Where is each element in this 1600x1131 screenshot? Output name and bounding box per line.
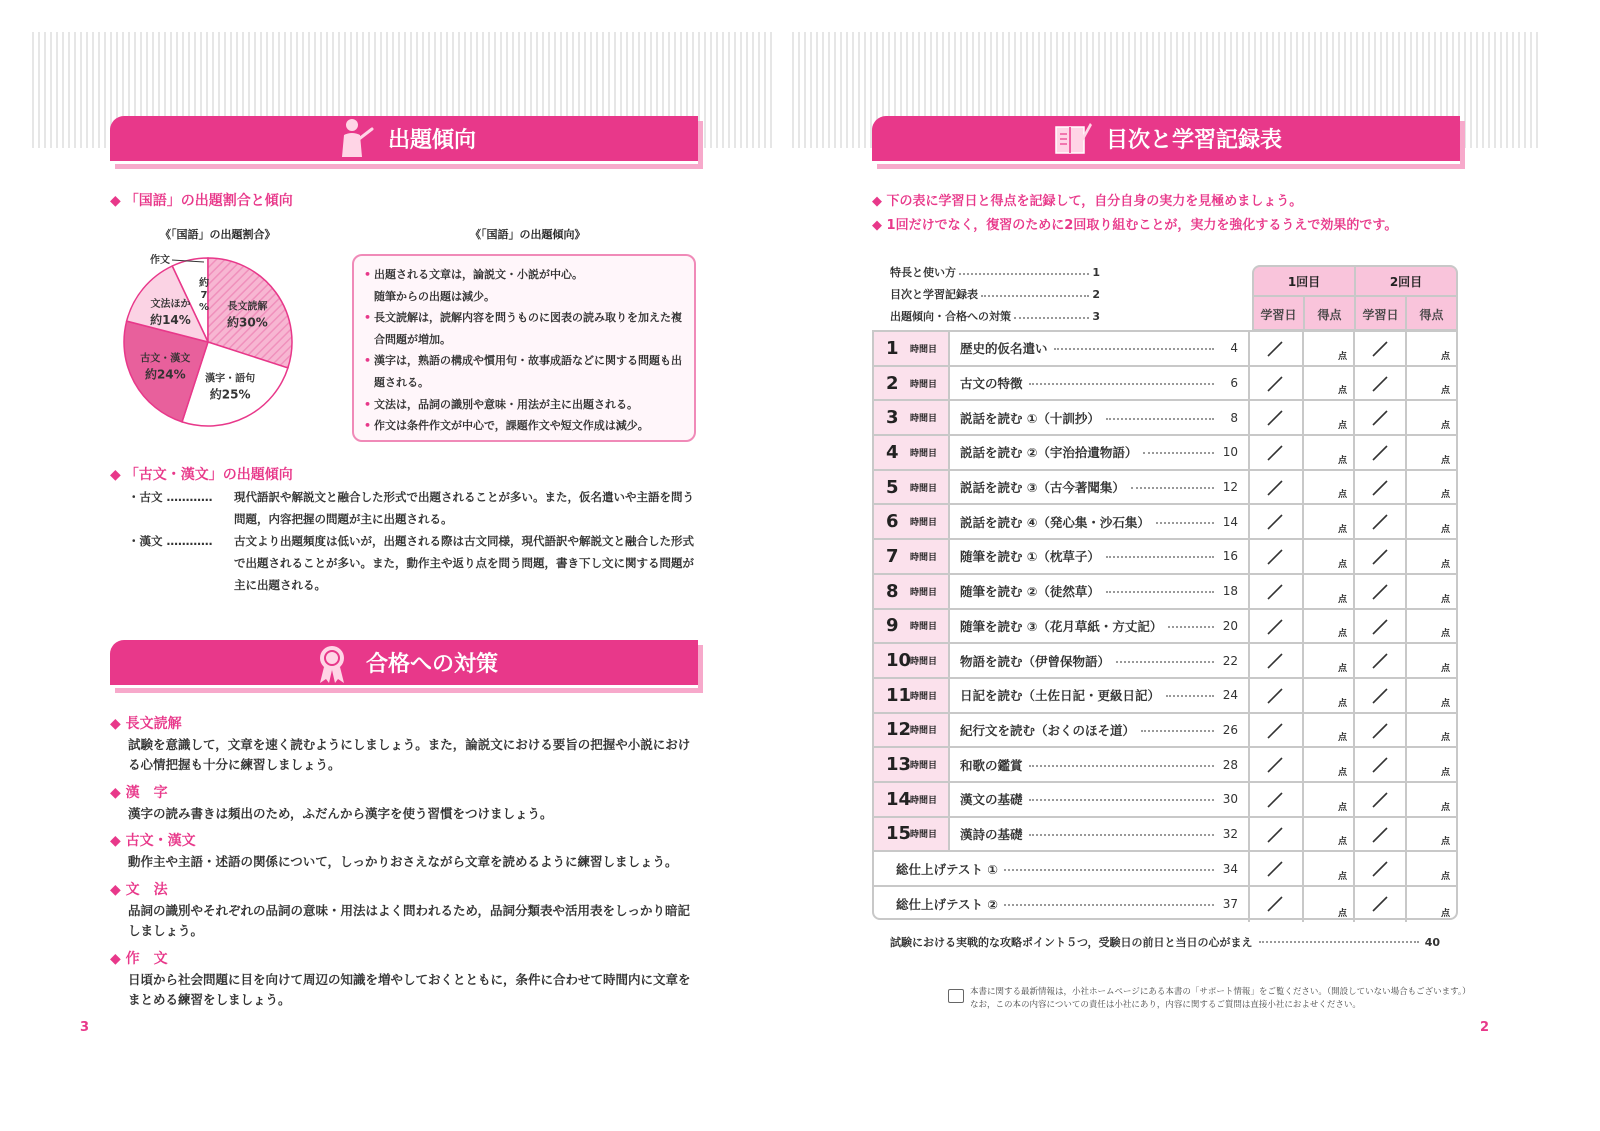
score-cell[interactable] [1405,332,1457,365]
diamond-icon: ◆ [110,785,126,801]
score-cell[interactable] [1302,505,1354,538]
trend-item: • 作文は条件作文が中心で，課題作文や短文作成は減少。 [364,415,684,437]
toc-row-summary [874,887,1456,922]
score-unit: 点 [1440,351,1450,362]
score-unit: 点 [1337,908,1347,919]
study-day-cell[interactable] [1250,610,1302,643]
date-slash-mark [1371,756,1389,774]
bullet-icon: • [364,397,372,411]
study-day-cell[interactable] [1250,644,1302,677]
toc-row [874,540,1456,575]
study-day-cell[interactable] [1250,679,1302,712]
toc-row [874,714,1456,749]
toc-row [874,610,1456,645]
strategy-item: ◆ 長文読解 試験を意識して，文章を速く読むようにしましょう。また，論説文における要旨の把握や小説における心情把握も十分に練習しましょう。 [110,716,691,772]
lesson-number: 12 時間目 [874,714,950,747]
section-ratio-title: ◆ 「国語」の出題割合と傾向 [110,193,293,209]
lesson-title[interactable]: 和歌の鑑賞 28 [950,748,1250,781]
computer-icon [948,989,964,1003]
notice-line-1: 本書に関する最新情報は，小社ホームページにある本書の「サポート情報」をご覧ください。（開設していない場合もございます。） [970,987,1471,997]
score-cell[interactable] [1405,852,1457,885]
pie-label: 古文・漢文 [140,353,191,365]
score-unit: 点 [1440,698,1450,709]
summary-test-title[interactable]: 総仕上げテスト ② 37 [874,887,1250,922]
notebook-pencil-icon [1050,117,1094,161]
score-cell[interactable] [1302,471,1354,504]
date-slash-mark [1266,756,1284,774]
score-cell[interactable] [1302,575,1354,608]
header-strategy-title: 合格への対策 [365,652,498,677]
study-day-cell[interactable] [1250,575,1302,608]
award-ribbon-icon [310,641,354,685]
trend-item: 随筆からの出題は減少。 [364,286,684,308]
date-slash-mark [1266,652,1284,670]
score-unit: 点 [1337,386,1347,397]
date-slash-mark [1371,444,1389,462]
lesson-number: 1 時間目 [874,332,950,365]
final-toc-line[interactable]: 試験における実戦的な攻略ポイント５つ，受験日の前日と当日の心がまえ 40 [890,935,1440,949]
score-cell[interactable] [1405,887,1457,922]
strategy-item: ◆ 文 法 品詞の識別やそれぞれの品詞の意味・用法はよく問われるため，品詞分類表や活用表をしっかり暗記しましょう。 [110,882,691,938]
study-day-cell[interactable] [1353,505,1405,538]
lesson-number: 14 時間目 [874,783,950,816]
pie-caption: 《「国語」の出題割合》 [160,228,276,241]
score-cell[interactable] [1302,436,1354,469]
date-slash-mark [1266,513,1284,531]
study-day-cell[interactable] [1250,436,1302,469]
toc-row [874,332,1456,367]
lesson-title[interactable]: 漢詩の基礎 32 [950,818,1250,851]
teacher-icon [332,117,376,161]
pie-value-label: 約25% [209,387,251,402]
trend-item: • 文法は，品詞の識別や意味・用法が主に出題される。 [364,394,684,416]
study-day-cell[interactable] [1353,471,1405,504]
pie-value-label: 約30% [227,315,268,330]
score-unit: 点 [1337,455,1347,466]
header-strategy [110,640,698,688]
bullet-icon: • [364,419,372,433]
strategy-item: ◆ 漢 字 漢字の読み書きは頻出のため，ふだんから漢字を使う習慣をつけましょう。 [110,785,553,821]
study-day-cell[interactable] [1250,783,1302,816]
lesson-title[interactable]: 随筆を読む ③（花月草紙・方丈記） 20 [950,610,1250,643]
study-day-cell[interactable] [1353,887,1405,922]
page-number-left: 3 [80,1020,90,1035]
score-cell[interactable] [1405,748,1457,781]
score-unit: 点 [1337,767,1347,778]
lesson-title[interactable]: 説話を読む ①（十訓抄） 8 [950,401,1250,434]
pie-value-label: 約24% [144,367,186,382]
score-unit: 点 [1440,733,1450,744]
trend-box [352,254,696,442]
score-cell[interactable] [1302,714,1354,747]
date-slash-mark [1266,860,1284,878]
score-unit: 点 [1337,629,1347,640]
lesson-title[interactable]: 日記を読む（土佐日記・更級日記） 24 [950,679,1250,712]
trend-caption: 《「国語」の出題傾向》 [470,228,586,241]
toc-row [874,471,1456,506]
date-slash-mark [1266,583,1284,601]
ratio-pie-chart [110,246,330,446]
trend-item: • 長文読解は，読解内容を問うものに図表の読み取りを加えた複合問題が増加。 [364,307,684,350]
toc-row-summary [874,852,1456,887]
pie-label: 漢字・語句 [205,373,256,385]
lesson-number: 7 時間目 [874,540,950,573]
study-day-cell[interactable] [1353,783,1405,816]
score-unit: 点 [1440,629,1450,640]
date-slash-mark [1371,860,1389,878]
kobun-item: ・古文 ………… 現代語訳や解説文と融合した形式で出題されることが多い。また，仮名遣いや主語を問う問題，内容把握の問題が主に出題される。 [128,490,694,526]
study-day-cell[interactable] [1250,540,1302,573]
score-unit: 点 [1440,421,1450,432]
lesson-number: 9 時間目 [874,610,950,643]
study-day-cell[interactable] [1250,887,1302,922]
lesson-title[interactable]: 漢文の基礎 30 [950,783,1250,816]
study-day-cell[interactable] [1353,436,1405,469]
score-cell[interactable] [1302,401,1354,434]
date-slash-mark [1371,652,1389,670]
diamond-icon: ◆ [110,716,126,732]
date-slash-mark [1371,583,1389,601]
study-day-cell[interactable] [1250,471,1302,504]
intro-line-2: ◆ 1回だけでなく，復習のために2回取り組むことが，実力を強化するうえで効果的です。 [872,218,1398,233]
toc-row [874,818,1456,853]
bullet-icon: • [364,268,372,281]
score-cell[interactable] [1302,887,1354,922]
study-day-cell[interactable] [1250,332,1302,365]
pie-label: 文法ほか [150,298,191,310]
study-day-cell[interactable] [1353,714,1405,747]
study-day-cell[interactable] [1250,505,1302,538]
date-slash-mark [1371,791,1389,809]
score-cell[interactable] [1405,505,1457,538]
score-unit: 点 [1440,386,1450,397]
lesson-title[interactable]: 紀行文を読む（おくのほそ道） 26 [950,714,1250,747]
score-unit: 点 [1337,733,1347,744]
record-second-label: 2回目 [1354,267,1456,295]
toc-row [874,505,1456,540]
study-day-cell[interactable] [1353,852,1405,885]
lesson-title[interactable]: 古文の特徴 6 [950,367,1250,400]
score-unit: 点 [1337,872,1347,882]
score-cell[interactable] [1302,644,1354,677]
date-slash-mark [1371,479,1389,497]
study-day-cell[interactable] [1353,540,1405,573]
toc-row [874,783,1456,818]
date-slash-mark [1371,513,1389,531]
score-unit: 点 [1337,559,1347,570]
bullet-icon: • [364,311,372,325]
date-slash-mark [1371,826,1389,844]
lesson-number: 10 時間目 [874,644,950,677]
study-day-cell[interactable] [1353,401,1405,434]
score-unit: 点 [1440,872,1450,882]
header-toc-title: 目次と学習記録表 [1105,128,1282,153]
date-slash-mark [1266,895,1284,913]
date-slash-mark [1266,826,1284,844]
lesson-title[interactable]: 随筆を読む ②（徒然草） 18 [950,575,1250,608]
date-slash-mark [1371,895,1389,913]
score-label: 得点 [1405,297,1456,331]
lesson-title[interactable]: 説話を読む ②（宇治拾遺物語） 10 [950,436,1250,469]
score-cell[interactable] [1302,610,1354,643]
score-unit: 点 [1440,490,1450,501]
study-day-label: 学習日 [1260,307,1297,322]
diamond-icon: ◆ [110,951,126,967]
front-matter-list [890,262,1100,328]
bullet-icon: • [364,354,372,368]
score-cell[interactable] [1302,367,1354,400]
lesson-number: 4 時間目 [874,436,950,469]
score-cell[interactable] [1405,367,1457,400]
lesson-title[interactable]: 物語を読む（伊曾保物語） 22 [950,644,1250,677]
bullet-icon [364,286,374,308]
front-matter-item[interactable]: 出題傾向・合格への対策 3 [890,310,1100,323]
lesson-number: 13 時間目 [874,748,950,781]
toc-row [874,401,1456,436]
diamond-icon: ◆ [110,882,126,898]
lesson-number: 2 時間目 [874,367,950,400]
score-cell[interactable] [1302,332,1354,365]
lesson-number: 6 時間目 [874,505,950,538]
date-slash-mark [1266,409,1284,427]
score-cell[interactable] [1405,610,1457,643]
score-cell[interactable] [1302,748,1354,781]
study-day-cell[interactable] [1250,401,1302,434]
diamond-icon: ◆ [110,833,126,849]
kobun-item: ・漢文 ………… 古文より出題頻度は低いが，出題される際は古文同様，現代語訳や解説文と融合した形式で出題されることが多い。また，動作主や返り点を問う問題，書き下し文に関する問題が主に出題される。 [128,534,694,592]
date-slash-mark [1266,375,1284,393]
lesson-number: 5 時間目 [874,471,950,504]
study-day-cell[interactable] [1353,818,1405,851]
date-slash-mark [1371,375,1389,393]
lesson-title[interactable]: 歴史的仮名遣い 4 [950,332,1250,365]
toc-row [874,436,1456,471]
study-day-cell[interactable] [1353,644,1405,677]
study-day-cell[interactable] [1353,575,1405,608]
pie-label: 作文 [150,255,170,266]
score-unit: 点 [1440,908,1450,919]
pie-value-label: 約 [199,278,209,289]
score-unit: 点 [1337,594,1347,605]
date-slash-mark [1266,444,1284,462]
section-kobun-title: ◆ 「古文・漢文」の出題傾向 [110,467,293,483]
score-cell[interactable] [1302,679,1354,712]
date-slash-mark [1266,722,1284,740]
summary-test-title[interactable]: 総仕上げテスト ① 34 [874,852,1250,885]
study-day-cell[interactable] [1250,367,1302,400]
strategy-item: ◆ 作 文 日頃から社会問題に目を向けて周辺の知識を増やしておくとともに，条件に合わせて時間内に文章をまとめる練習をしましょう。 [110,951,691,1007]
lesson-title[interactable]: 説話を読む ③（古今著聞集） 12 [950,471,1250,504]
lesson-title[interactable]: 随筆を読む ①（枕草子） 16 [950,540,1250,573]
study-day-cell[interactable] [1353,748,1405,781]
score-cell[interactable] [1405,644,1457,677]
trend-item: • 出題される文章は，論説文・小説が中心。 [364,264,684,286]
score-cell[interactable] [1302,540,1354,573]
score-unit: 点 [1440,837,1450,848]
front-matter-item[interactable]: 目次と学習記録表 2 [890,288,1100,301]
study-day-cell[interactable] [1353,610,1405,643]
record-first-label: 1回目 [1287,274,1321,289]
score-unit: 点 [1440,594,1450,605]
study-day-label: 学習日 [1354,297,1405,331]
pie-value-label: % [198,302,210,313]
score-cell[interactable] [1405,436,1457,469]
score-unit: 点 [1337,802,1347,813]
study-day-cell[interactable] [1250,818,1302,851]
front-matter-item[interactable]: 特長と使い方 1 [890,266,1100,279]
score-cell[interactable] [1302,852,1354,885]
score-unit: 点 [1440,767,1450,778]
lesson-number: 11 時間目 [874,679,950,712]
lesson-number: 3 時間目 [874,401,950,434]
study-day-cell[interactable] [1353,679,1405,712]
date-slash-mark [1266,548,1284,566]
notice-line-2: なお，この本の内容についての責任は小社にあり，内容に関するご質問は直接小社におよせください。 [970,1000,1361,1010]
score-unit: 点 [1440,663,1450,674]
lesson-title[interactable]: 説話を読む ④（発心集・沙石集） 14 [950,505,1250,538]
score-unit: 点 [1337,837,1347,848]
score-cell[interactable] [1405,818,1457,851]
toc-row [874,748,1456,783]
score-unit: 点 [1337,525,1347,536]
toc-row [874,644,1456,679]
strategy-item: ◆ 古文・漢文 動作主や主語・述語の関係について，しっかりおさえながら文章を読めるように練習しましょう。 [110,833,678,869]
score-unit: 点 [1440,525,1450,536]
score-cell[interactable] [1405,783,1457,816]
date-slash-mark [1371,409,1389,427]
header-trend [110,116,698,164]
date-slash-mark [1371,618,1389,636]
study-day-cell[interactable] [1353,332,1405,365]
pie-value-label: 約14% [150,312,191,327]
header-trend-title: 出題傾向 [387,128,476,153]
support-notice [948,986,1471,1012]
score-unit: 点 [1440,559,1450,570]
study-day-cell[interactable] [1250,852,1302,885]
toc-table [872,330,1458,920]
score-cell[interactable] [1405,471,1457,504]
pie-value-label: 7 [200,290,208,301]
date-slash-mark [1266,618,1284,636]
score-cell[interactable] [1302,783,1354,816]
pie-label: 長文読解 [227,301,268,313]
score-label: 得点 [1303,297,1354,331]
toc-row [874,679,1456,714]
score-cell[interactable] [1302,818,1354,851]
score-unit: 点 [1337,698,1347,709]
score-unit: 点 [1440,455,1450,466]
date-slash-mark [1266,340,1284,358]
toc-row [874,575,1456,610]
header-toc [872,116,1460,164]
date-slash-mark [1371,548,1389,566]
trend-item: • 漢字は，熟語の構成や慣用句・故事成語などに関する問題も出題される。 [364,350,684,393]
page-number-right: 2 [1480,1020,1490,1035]
kobun-list [128,486,698,596]
date-slash-mark [1371,722,1389,740]
toc-row [874,367,1456,402]
date-slash-mark [1266,479,1284,497]
date-slash-mark [1266,687,1284,705]
lesson-number: 15 時間目 [874,818,950,851]
lesson-number: 8 時間目 [874,575,950,608]
score-cell[interactable] [1405,540,1457,573]
study-day-cell[interactable] [1353,367,1405,400]
score-cell[interactable] [1405,679,1457,712]
study-day-cell[interactable] [1250,748,1302,781]
score-unit: 点 [1337,663,1347,674]
score-cell[interactable] [1405,714,1457,747]
record-header [1252,265,1458,331]
score-unit: 点 [1337,490,1347,501]
score-cell[interactable] [1405,575,1457,608]
score-unit: 点 [1440,802,1450,813]
date-slash-mark [1266,791,1284,809]
date-slash-mark [1371,687,1389,705]
score-cell[interactable] [1405,401,1457,434]
score-unit: 点 [1337,421,1347,432]
study-day-cell[interactable] [1250,714,1302,747]
intro-line-1: ◆ 下の表に学習日と得点を記録して，自分自身の実力を見極めましょう。 [872,194,1303,209]
score-unit: 点 [1337,351,1347,362]
date-slash-mark [1371,340,1389,358]
